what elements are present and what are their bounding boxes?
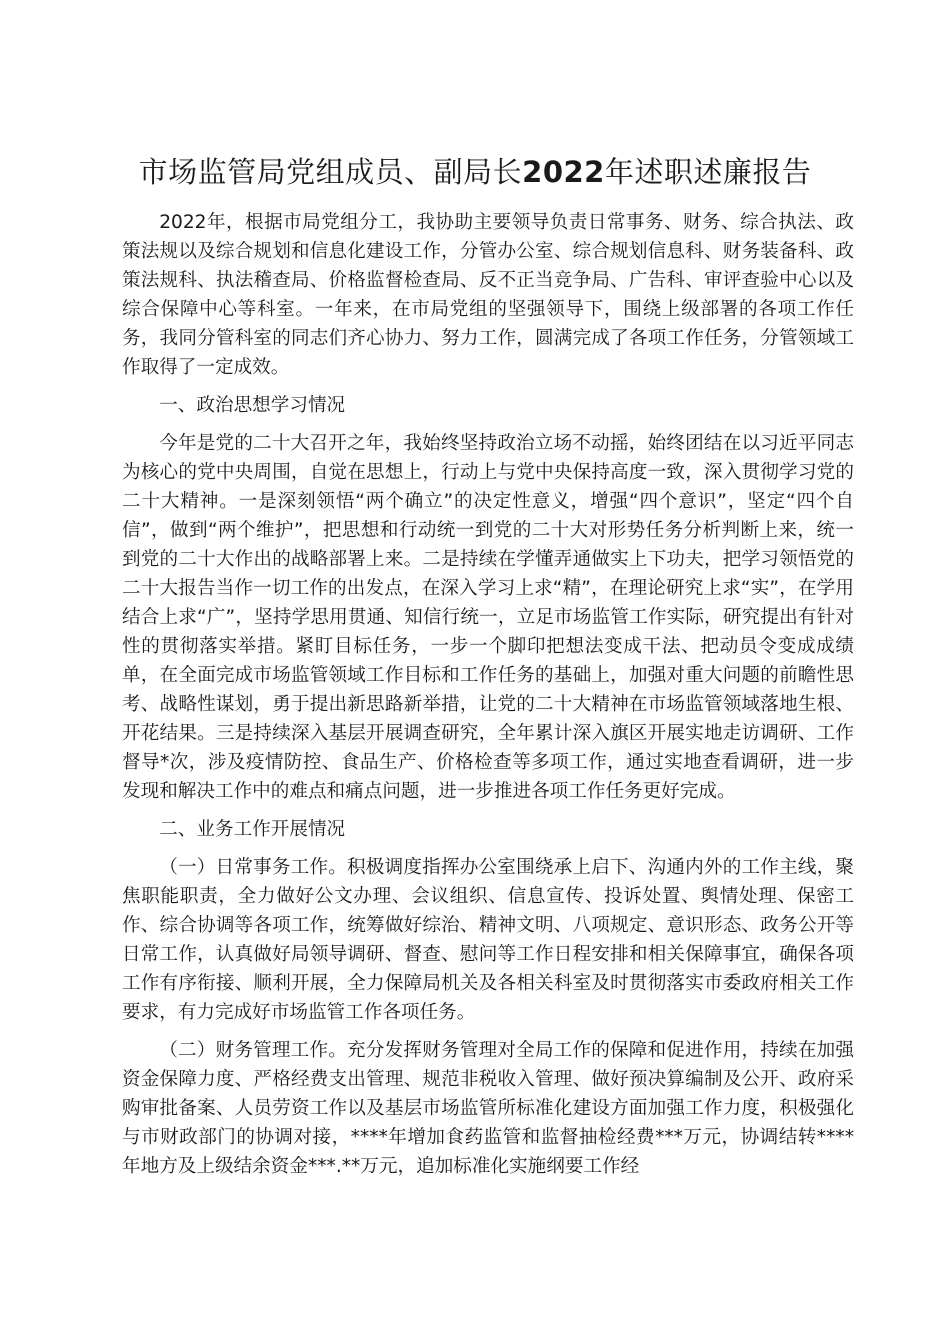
title-year: 2022 bbox=[522, 155, 605, 189]
title-suffix: 年述职述廉报告 bbox=[604, 155, 812, 189]
finance-management-paragraph: （二）财务管理工作。充分发挥财务管理对全局工作的保障和促进作用，持续在加强资金保障力度、严格经费支出管理、规范非税收入管理、做好预决算编制及公开、政府采购审批备案、人员劳资工作以及基层市场监管所标准化建设方面加强工作力度，积极强化与市财政部门的协调对接，****年增加食药监管和监督抽检经费***万元，协调结转****年地方及上级结余资金***.**万元，追加标准化实施纲要工作经 bbox=[122, 1040, 854, 1177]
title-prefix: 市场监管局党组成员、副局长 bbox=[138, 155, 523, 189]
intro-paragraph: 2022年，根据市局党组分工，我协助主要领导负责日常事务、财务、综合执法、政策法规以及综合规划和信息化建设工作，分管办公室、综合规划信息科、财务装备科、政策法规科、执法稽查局、价格监督检查局、反不正当竞争局、广告科、审评查验中心以及综合保障中心等科室。一年来，在市局党组的坚强领导下，围绕上级部署的各项工作任务，我同分管科室的同志们齐心协力、努力工作，圆满完成了各项工作任务，分管领域工作取得了一定成效。 bbox=[122, 212, 854, 378]
document-body bbox=[122, 208, 854, 1190]
political-study-paragraph: 今年是党的二十大召开之年，我始终坚持政治立场不动摇，始终团结在以习近平同志为核心的党中央周围，自觉在思想上，行动上与党中央保持高度一致，深入贯彻学习党的二十大精神。一是深刻领悟“两个确立”的决定性意义，增强“四个意识”，坚定“四个自信”，做到“两个维护”，把思想和行动统一到党的二十大对形势任务分析判断上来，统一到党的二十大作出的战略部署上来。二是持续在学懂弄通做实上下功夫，把学习领悟党的二十大报告当作一切工作的出发点，在深入学习上求“精”，在理论研究上求“实”，在学用结合上求“广”，坚持学思用贯通、知信行统一，立足市场监管工作实际，研究提出有针对性的贯彻落实举措。紧盯目标任务，一步一个脚印把想法变成干法、把动员令变成成绩单，在全面完成市场监管领域工作目标和工作任务的基础上，加强对重大问题的前瞻性思考、战略性谋划，勇于提出新思路新举措，让党的二十大精神在市场监管领域落地生根、开花结果。三是持续深入基层开展调查研究，全年累计深入旗区开展实地走访调研、工作督导*次，涉及疫情防控、食品生产、价格检查等多项工作，通过实地查看调研，进一步发现和解决工作中的难点和痛点问题，进一步推进各项工作任务更好完成。 bbox=[122, 433, 854, 802]
section-heading-political-study: 一、政治思想学习情况 bbox=[159, 395, 346, 416]
section-heading-business-work: 二、业务工作开展情况 bbox=[159, 819, 346, 840]
document-title bbox=[0, 150, 950, 194]
daily-affairs-paragraph: （一）日常事务工作。积极调度指挥办公室围绕承上启下、沟通内外的工作主线，聚焦职能职责，全力做好公文办理、会议组织、信息宣传、投诉处置、舆情处理、保密工作、综合协调等各项工作，统筹做好综治、精神文明、八项规定、意识形态、政务公开等日常工作，认真做好局领导调研、督查、慰问等工作日程安排和相关保障事宜，确保各项工作有序衔接、顺利开展，全力保障局机关及各相关科室及时贯彻落实市委政府相关工作要求，有力完成好市场监管工作各项任务。 bbox=[122, 857, 854, 1023]
